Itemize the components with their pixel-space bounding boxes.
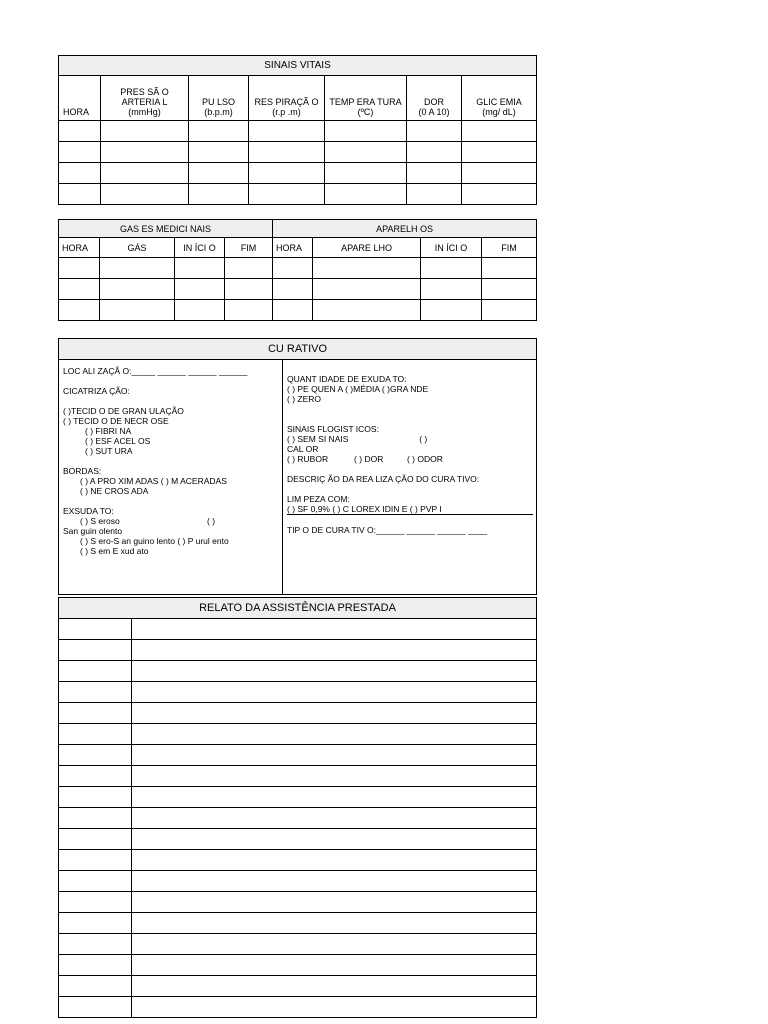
vital-signs-row — [59, 184, 537, 205]
wound-dressing-left-section — [59, 360, 283, 595]
wound-field-line[interactable]: ( ) SEM SI NAIS ( ) — [287, 434, 428, 444]
vital-signs-entry-cell[interactable] — [407, 184, 462, 205]
gases-devices-row — [59, 258, 537, 279]
care-report-time-cell[interactable] — [59, 808, 132, 829]
care-report-time-cell[interactable] — [59, 871, 132, 892]
vital-signs-column-header: RES PIRAÇÃ O (r.p .m) — [249, 76, 325, 121]
spacer — [287, 484, 533, 494]
gases-devices-table — [58, 219, 537, 321]
medical-gases-title: GAS ES MEDICI NAIS — [59, 220, 273, 238]
care-report-row — [59, 892, 537, 913]
vital-signs-entry-cell[interactable] — [101, 142, 189, 163]
care-report-row — [59, 682, 537, 703]
care-report-time-cell[interactable] — [59, 955, 132, 976]
gases-devices-row — [59, 279, 537, 300]
care-report-time-cell[interactable] — [59, 850, 132, 871]
care-report-time-cell[interactable] — [59, 829, 132, 850]
care-report-row — [59, 745, 537, 766]
gases-devices-row — [59, 300, 537, 321]
wound-field-line[interactable]: LOC ALI ZAÇÃ O:_____ ______ ______ ______ — [63, 366, 248, 376]
care-report-time-cell[interactable] — [59, 640, 132, 661]
care-report-time-cell[interactable] — [59, 913, 132, 934]
care-report-row — [59, 619, 537, 640]
care-report-text-cell[interactable] — [132, 661, 537, 682]
care-report-text-cell[interactable] — [132, 850, 537, 871]
care-report-row — [59, 913, 537, 934]
wound-field-line: San guin olento — [63, 526, 123, 536]
gases-entry-cell[interactable] — [100, 279, 175, 300]
devices-column-header: IN ÍCI O — [421, 238, 482, 258]
care-report-text-cell[interactable] — [132, 619, 537, 640]
care-report-time-cell[interactable] — [59, 934, 132, 955]
gases-entry-cell[interactable] — [175, 258, 225, 279]
vital-signs-entry-cell[interactable] — [249, 121, 325, 142]
vital-signs-column-header: PRES SÃ O ARTERIA L (mmHg) — [101, 76, 189, 121]
wound-field-line: DESCRIÇ ÃO DA REA LIZA ÇÃO DO CURA TIVO: — [287, 474, 480, 484]
vital-signs-column-header: DOR (0 A 10) — [407, 76, 462, 121]
care-report-text-cell[interactable] — [132, 871, 537, 892]
spacer — [287, 515, 533, 525]
devices-entry-cell[interactable] — [313, 279, 421, 300]
vital-signs-entry-cell[interactable] — [325, 121, 407, 142]
care-report-text-cell[interactable] — [132, 724, 537, 745]
care-report-time-cell[interactable] — [59, 766, 132, 787]
wound-field-line: EXSUDA TO: — [63, 506, 114, 516]
care-report-row — [59, 640, 537, 661]
devices-entry-cell[interactable] — [421, 300, 482, 321]
gases-column-header: HORA — [59, 238, 100, 258]
wound-field-line[interactable]: ( ) NE CROS ADA — [80, 486, 149, 496]
care-report-text-cell[interactable] — [132, 829, 537, 850]
vital-signs-entry-cell[interactable] — [189, 163, 249, 184]
gases-entry-cell[interactable] — [59, 279, 100, 300]
wound-field-line: CAL OR — [287, 444, 319, 454]
wound-field-line[interactable]: ( )TECID O DE GRAN ULAÇÃO — [63, 406, 184, 416]
devices-entry-cell[interactable] — [273, 279, 313, 300]
wound-dressing-right-section — [283, 360, 537, 595]
vital-signs-entry-cell[interactable] — [101, 184, 189, 205]
vital-signs-entry-cell[interactable] — [59, 184, 101, 205]
gases-entry-cell[interactable] — [100, 258, 175, 279]
vital-signs-entry-cell[interactable] — [407, 142, 462, 163]
vital-signs-entry-cell[interactable] — [462, 184, 537, 205]
gases-entry-cell[interactable] — [100, 300, 175, 321]
gases-entry-cell[interactable] — [175, 279, 225, 300]
gases-column-header: IN ÍCI O — [175, 238, 225, 258]
vital-signs-entry-cell[interactable] — [189, 184, 249, 205]
vital-signs-entry-cell[interactable] — [462, 163, 537, 184]
vital-signs-entry-cell[interactable] — [249, 184, 325, 205]
care-report-time-cell[interactable] — [59, 724, 132, 745]
care-report-row — [59, 661, 537, 682]
care-report-text-cell[interactable] — [132, 745, 537, 766]
care-report-row — [59, 724, 537, 745]
vital-signs-entry-cell[interactable] — [407, 121, 462, 142]
care-report-text-cell[interactable] — [132, 955, 537, 976]
devices-entry-cell[interactable] — [482, 258, 537, 279]
spacer — [287, 404, 533, 414]
gases-entry-cell[interactable] — [175, 300, 225, 321]
wound-field-line: SINAIS FLOGIST ICOS: — [287, 424, 379, 434]
devices-title: APARELH OS — [273, 220, 537, 238]
care-report-table — [58, 597, 537, 1018]
vital-signs-row — [59, 121, 537, 142]
vital-signs-entry-cell[interactable] — [462, 121, 537, 142]
spacer — [63, 396, 279, 406]
care-report-text-cell[interactable] — [132, 703, 537, 724]
gases-entry-cell[interactable] — [59, 258, 100, 279]
care-report-row — [59, 808, 537, 829]
vital-signs-row — [59, 142, 537, 163]
vital-signs-entry-cell[interactable] — [101, 121, 189, 142]
care-report-time-cell[interactable] — [59, 703, 132, 724]
wound-field-line[interactable]: ( ) ESF ACEL OS — [85, 436, 151, 446]
care-report-text-cell[interactable] — [132, 808, 537, 829]
care-report-row — [59, 703, 537, 724]
devices-entry-cell[interactable] — [482, 300, 537, 321]
vital-signs-entry-cell[interactable] — [407, 163, 462, 184]
devices-entry-cell[interactable] — [313, 258, 421, 279]
wound-field-line[interactable]: ( ) A PRO XIM ADAS ( ) M ACERADAS — [80, 476, 227, 486]
vital-signs-entry-cell[interactable] — [189, 121, 249, 142]
wound-field-line[interactable]: ( ) S ero-S an guino lento ( ) P urul ento — [80, 536, 229, 546]
devices-column-header: APARE LHO — [313, 238, 421, 258]
care-report-text-cell[interactable] — [132, 766, 537, 787]
devices-entry-cell[interactable] — [421, 258, 482, 279]
care-report-time-cell[interactable] — [59, 661, 132, 682]
wound-field-line[interactable]: ( ) SUT URA — [85, 446, 133, 456]
care-report-row — [59, 934, 537, 955]
gases-entry-cell[interactable] — [225, 258, 273, 279]
wound-field-line[interactable]: ( ) TECID O DE NECR OSE — [63, 416, 169, 426]
devices-entry-cell[interactable] — [273, 258, 313, 279]
wound-field-line[interactable]: ( ) PE QUEN A ( )MÉDIA ( )GRA NDE — [287, 384, 429, 394]
vital-signs-table — [58, 55, 537, 205]
wound-field-line[interactable]: ( ) S em E xud ato — [80, 546, 149, 556]
care-report-time-cell[interactable] — [59, 682, 132, 703]
care-report-time-cell[interactable] — [59, 892, 132, 913]
vital-signs-entry-cell[interactable] — [325, 142, 407, 163]
vital-signs-entry-cell[interactable] — [189, 142, 249, 163]
vital-signs-entry-cell[interactable] — [101, 163, 189, 184]
wound-field-line: BORDAS: — [63, 466, 102, 476]
wound-dressing-table — [58, 338, 537, 595]
vital-signs-title: SINAIS VITAIS — [59, 56, 537, 76]
devices-column-header: HORA — [273, 238, 313, 258]
wound-field-line[interactable]: ( ) S eroso ( ) — [80, 516, 216, 526]
spacer — [287, 414, 533, 424]
care-report-text-cell[interactable] — [132, 934, 537, 955]
vital-signs-entry-cell[interactable] — [59, 163, 101, 184]
devices-entry-cell[interactable] — [421, 279, 482, 300]
vital-signs-column-header: PU LSO (b.p.m) — [189, 76, 249, 121]
care-report-row — [59, 997, 537, 1018]
spacer — [63, 496, 279, 506]
vital-signs-entry-cell[interactable] — [59, 142, 101, 163]
care-report-time-cell[interactable] — [59, 997, 132, 1018]
vital-signs-entry-cell[interactable] — [59, 121, 101, 142]
care-report-time-cell[interactable] — [59, 745, 132, 766]
care-report-text-cell[interactable] — [132, 976, 537, 997]
wound-field-line[interactable]: ( ) RUBOR ( ) DOR ( ) ODOR — [287, 454, 443, 464]
vital-signs-entry-cell[interactable] — [462, 142, 537, 163]
spacer — [63, 376, 279, 386]
spacer — [63, 456, 279, 466]
care-report-text-cell[interactable] — [132, 997, 537, 1018]
care-report-row — [59, 871, 537, 892]
care-report-title: RELATO DA ASSISTÊNCIA PRESTADA — [59, 598, 537, 619]
spacer — [287, 464, 533, 474]
gases-column-header: GÁS — [100, 238, 175, 258]
care-report-time-cell[interactable] — [59, 976, 132, 997]
wound-field-line: QUANT IDADE DE EXUDA TO: — [287, 374, 407, 384]
gases-column-header: FIM — [225, 238, 273, 258]
care-report-row — [59, 766, 537, 787]
wound-field-line: CICATRIZA ÇÃO: — [63, 386, 130, 396]
devices-column-header: FIM — [482, 238, 537, 258]
care-report-row — [59, 955, 537, 976]
gases-entry-cell[interactable] — [225, 300, 273, 321]
care-report-row — [59, 850, 537, 871]
wound-field-line: LIM PEZA COM: — [287, 494, 350, 504]
care-report-text-cell[interactable] — [132, 913, 537, 934]
wound-field-line[interactable]: TIP O DE CURA TIV O:______ ______ ______ ____ — [287, 525, 488, 535]
devices-entry-cell[interactable] — [273, 300, 313, 321]
vital-signs-entry-cell[interactable] — [249, 142, 325, 163]
wound-field-line[interactable]: ( ) SF 0,9% ( ) C LOREX IDIN E ( ) PVP I — [287, 504, 533, 515]
wound-field-line[interactable]: ( ) ZERO — [287, 394, 321, 404]
care-report-time-cell[interactable] — [59, 619, 132, 640]
vital-signs-entry-cell[interactable] — [325, 184, 407, 205]
vital-signs-entry-cell[interactable] — [325, 163, 407, 184]
vital-signs-column-header: TEMP ERA TURA (ºC) — [325, 76, 407, 121]
gases-entry-cell[interactable] — [225, 279, 273, 300]
care-report-text-cell[interactable] — [132, 892, 537, 913]
vital-signs-row — [59, 163, 537, 184]
wound-field-line[interactable]: ( ) FIBRI NA — [85, 426, 132, 436]
care-report-text-cell[interactable] — [132, 787, 537, 808]
vital-signs-entry-cell[interactable] — [249, 163, 325, 184]
care-report-time-cell[interactable] — [59, 787, 132, 808]
care-report-row — [59, 829, 537, 850]
care-report-row — [59, 787, 537, 808]
devices-entry-cell[interactable] — [313, 300, 421, 321]
care-report-text-cell[interactable] — [132, 682, 537, 703]
devices-entry-cell[interactable] — [482, 279, 537, 300]
wound-dressing-title: CU RATIVO — [59, 339, 537, 360]
vital-signs-column-header: GLIC EMIA (mg/ dL) — [462, 76, 537, 121]
vital-signs-column-header: HORA — [59, 76, 101, 121]
care-report-row — [59, 976, 537, 997]
care-report-text-cell[interactable] — [132, 640, 537, 661]
gases-entry-cell[interactable] — [59, 300, 100, 321]
